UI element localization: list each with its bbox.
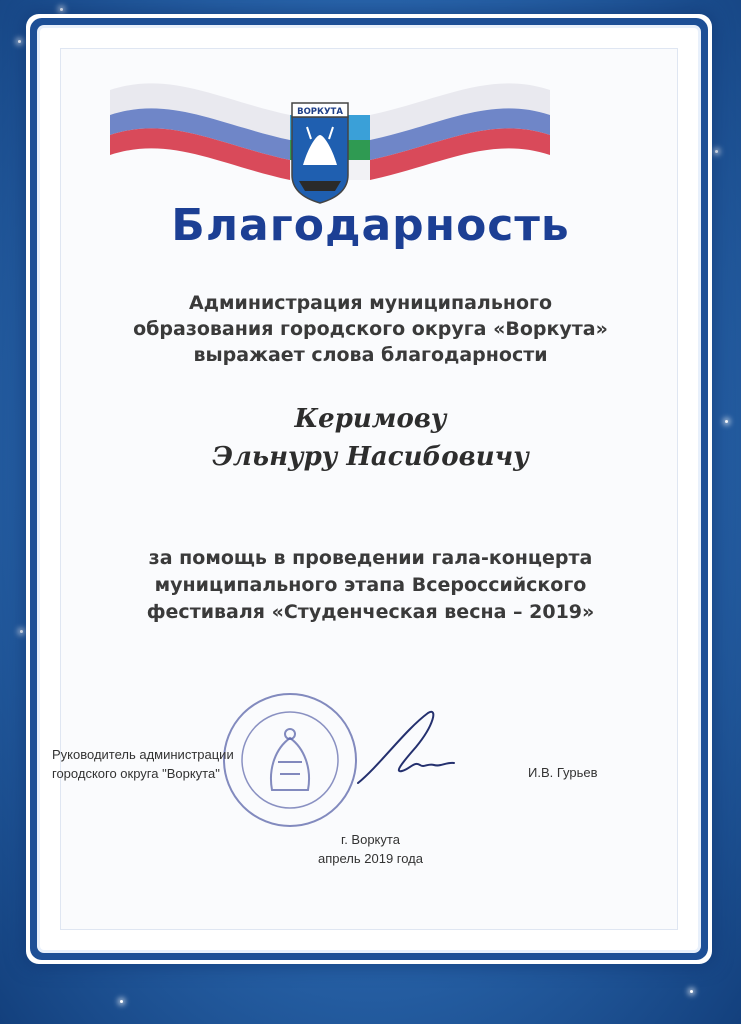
official-stamp xyxy=(220,690,360,830)
place-and-date xyxy=(0,830,741,868)
signer-position-line: городского округа "Воркута" xyxy=(52,766,220,781)
signer-name: И.В. Гурьев xyxy=(528,765,598,780)
intro-line: выражает слова благодарности xyxy=(193,344,548,366)
recipient-name xyxy=(30,400,711,476)
place: г. Воркута xyxy=(341,832,400,847)
reason-line: фестиваля «Студенческая весна – 2019» xyxy=(146,601,595,623)
recipient-given-names: Эльнуру Насибовичу xyxy=(212,442,529,472)
date: апрель 2019 года xyxy=(317,851,423,866)
recipient-surname: Керимову xyxy=(294,404,447,434)
award-reason xyxy=(30,545,711,626)
city-crest xyxy=(289,95,351,205)
reason-line: муниципального этапа Всероссийского xyxy=(154,574,587,596)
reason-line: за помощь в проведении гала-концерта xyxy=(148,547,593,569)
signature xyxy=(350,705,470,790)
certificate-title: Благодарность xyxy=(171,200,570,251)
crest-label: ВОРКУТА xyxy=(297,107,343,117)
intro-line: Администрация муниципального xyxy=(188,292,553,314)
signer-position-line: Руководитель администрации xyxy=(52,747,234,762)
intro-line: образования городского округа «Воркута» xyxy=(133,318,608,340)
issuer-statement xyxy=(30,290,711,368)
signer-position xyxy=(52,745,234,783)
